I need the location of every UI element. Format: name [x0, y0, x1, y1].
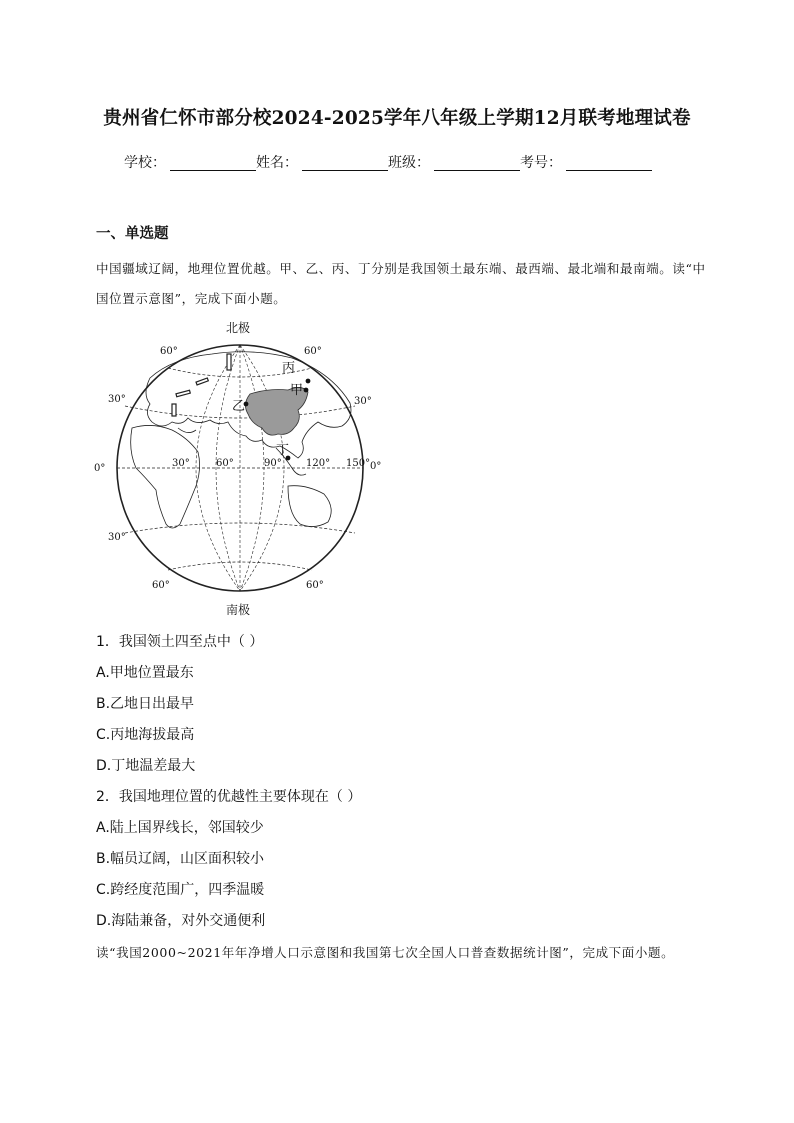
point-bing-dot — [306, 379, 311, 384]
lat-30s-left-label: 30° — [108, 532, 126, 543]
lon-30-label: 30° — [172, 458, 190, 469]
map-break-marker — [176, 390, 190, 397]
question-1-option-a[interactable]: A.甲地位置最东 — [96, 665, 194, 681]
class-label: 班级： — [388, 155, 430, 171]
point-jia-dot — [304, 388, 309, 393]
question-2-option-b[interactable]: B.幅员辽阔，山区面积较小 — [96, 851, 265, 867]
lat-30n-left-label: 30° — [108, 394, 126, 405]
arabia-outline — [178, 428, 196, 433]
exam-number-blank — [566, 154, 652, 171]
australia-outline — [288, 486, 331, 527]
lat-30n-right-label: 30° — [354, 396, 372, 407]
lat-60n-right-label: 60° — [304, 346, 322, 357]
exam-number-label: 考号： — [520, 155, 562, 171]
south-pole-label: 南极 — [226, 603, 251, 617]
map-break-marker — [172, 404, 176, 416]
china-location-map — [92, 318, 392, 618]
lat-60n-left-label: 60° — [160, 346, 178, 357]
class-blank — [434, 154, 520, 171]
point-bing-label: 丙 — [282, 361, 296, 376]
lon-120-label: 120° — [306, 458, 331, 469]
exam-title: 贵州省仁怀市部分校2024-2025学年八年级上学期12月联考地理试卷 — [103, 108, 691, 129]
lon-90-label: 90° — [264, 458, 282, 469]
question-2-option-c[interactable]: C.跨经度范围广，四季温暖 — [96, 882, 265, 898]
intro-paragraph-2: 读“我国2000~2021年年净增人口示意图和我国第七次全国人口普查数据统计图”，完成下面小题。 — [96, 945, 675, 960]
point-ding-label: 丁 — [276, 443, 290, 458]
question-1-option-b[interactable]: B.乙地日出最早 — [96, 696, 195, 712]
school-label: 学校： — [124, 155, 166, 171]
lon-150-label: 150° — [346, 458, 371, 469]
question-2-option-d[interactable]: D.海陆兼备，对外交通便利 — [96, 913, 266, 929]
question-2-option-a[interactable]: A.陆上国界线长，邻国较少 — [96, 820, 264, 836]
point-yi-label: 乙 — [232, 399, 246, 414]
north-pole-label: 北极 — [226, 321, 251, 335]
intro-paragraph-1: 中国疆域辽阔，地理位置优越。甲、乙、丙、丁分别是我国领土最东端、最西端、最北端和最南端。读“中国位置示意图”，完成下面小题。 — [96, 261, 706, 306]
equator-right-label: 0° — [370, 461, 382, 472]
student-info-row — [124, 152, 652, 172]
question-1-option-c[interactable]: C.丙地海拔最高 — [96, 727, 195, 743]
name-label: 姓名： — [256, 155, 298, 171]
map-break-marker — [227, 354, 231, 370]
question-2-stem: 2．我国地理位置的优越性主要体现在（ ） — [96, 789, 362, 805]
lon-60-label: 60° — [216, 458, 234, 469]
africa-outline — [131, 425, 200, 528]
question-1-stem: 1．我国领土四至点中（ ） — [96, 634, 264, 650]
school-blank — [170, 154, 256, 171]
question-1-option-d[interactable]: D.丁地温差最大 — [96, 758, 196, 774]
lat-60s-left-label: 60° — [152, 580, 170, 591]
map-break-marker — [196, 378, 208, 385]
name-blank — [302, 154, 388, 171]
lat-60s-right-label: 60° — [306, 580, 324, 591]
section-title: 一、单选题 — [96, 226, 169, 242]
point-jia-label: 甲 — [290, 383, 304, 398]
equator-left-label: 0° — [94, 463, 106, 474]
